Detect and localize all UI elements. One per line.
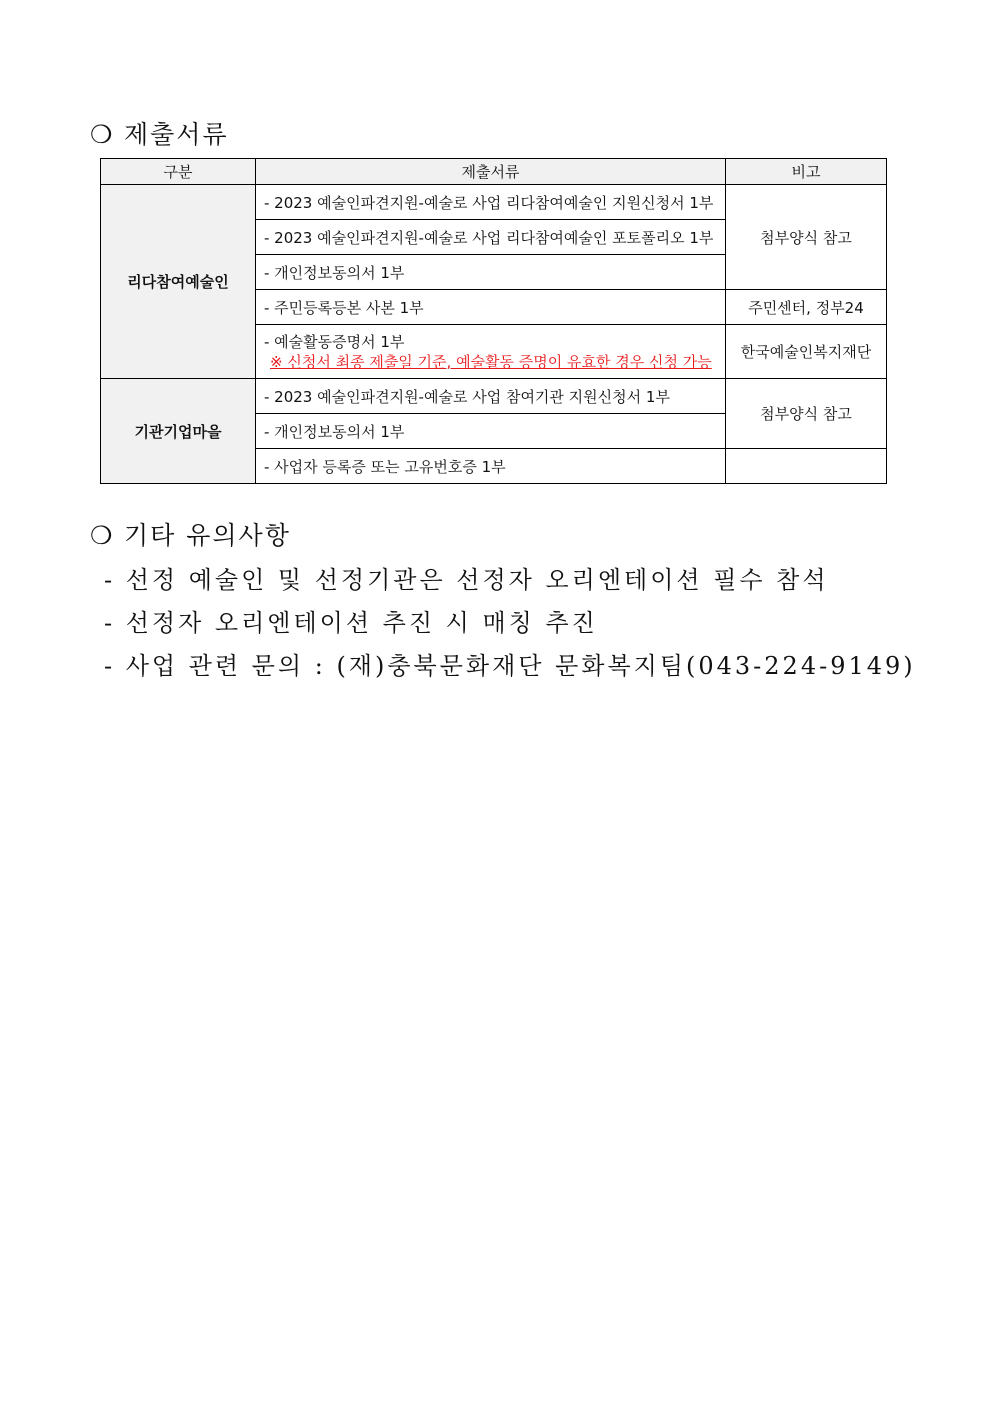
circle-bullet-icon: ❍ [90, 521, 115, 550]
circle-bullet-icon: ❍ [90, 120, 115, 149]
section-title: 기타 유의사항 [124, 521, 291, 550]
section-heading-notes [90, 516, 291, 552]
document-item: - 2023 예술인파견지원-예술로 사업 리다참여예술인 지원신청서 1부 [256, 185, 726, 220]
document-item: - 개인정보동의서 1부 [256, 414, 726, 449]
category-cell: 기관기업마을 [101, 379, 256, 484]
column-header: 비고 [726, 159, 887, 185]
table-row [101, 379, 887, 414]
section-heading-submission [90, 115, 229, 151]
note-line: - 선정 예술인 및 선정기관은 선정자 오리엔테이션 필수 참석 [104, 566, 829, 594]
column-header: 구분 [101, 159, 256, 185]
column-header: 제출서류 [256, 159, 726, 185]
note-cell [726, 449, 887, 484]
document-item-with-warning [256, 325, 726, 379]
eligibility-warning: ※ 신청서 최종 제출일 기준, 예술활동 증명이 유효한 경우 신청 가능 [270, 352, 712, 371]
document-item: - 2023 예술인파견지원-예술로 사업 리다참여예술인 포토폴리오 1부 [256, 220, 726, 255]
note-line: - 선정자 오리엔테이션 추진 시 매칭 추진 [104, 609, 598, 637]
note-cell: 주민센터, 정부24 [726, 290, 887, 325]
document-item: - 개인정보동의서 1부 [256, 255, 726, 290]
document-item: - 예술활동증명서 1부 [264, 332, 405, 351]
category-cell: 리다참여예술인 [101, 185, 256, 379]
document-item: - 주민등록등본 사본 1부 [256, 290, 726, 325]
note-cell: 첨부양식 참고 [726, 185, 887, 290]
note-cell: 한국예술인복지재단 [726, 325, 887, 379]
section-title: 제출서류 [124, 120, 229, 149]
table-row [101, 185, 887, 220]
note-line: - 사업 관련 문의 : (재)충북문화재단 문화복지팀(043-224-9149) [104, 652, 916, 680]
submission-documents-table [100, 158, 887, 484]
document-item: - 사업자 등록증 또는 고유번호증 1부 [256, 449, 726, 484]
document-item: - 2023 예술인파견지원-예술로 사업 참여기관 지원신청서 1부 [256, 379, 726, 414]
note-cell: 첨부양식 참고 [726, 379, 887, 449]
table-header-row [101, 159, 887, 185]
